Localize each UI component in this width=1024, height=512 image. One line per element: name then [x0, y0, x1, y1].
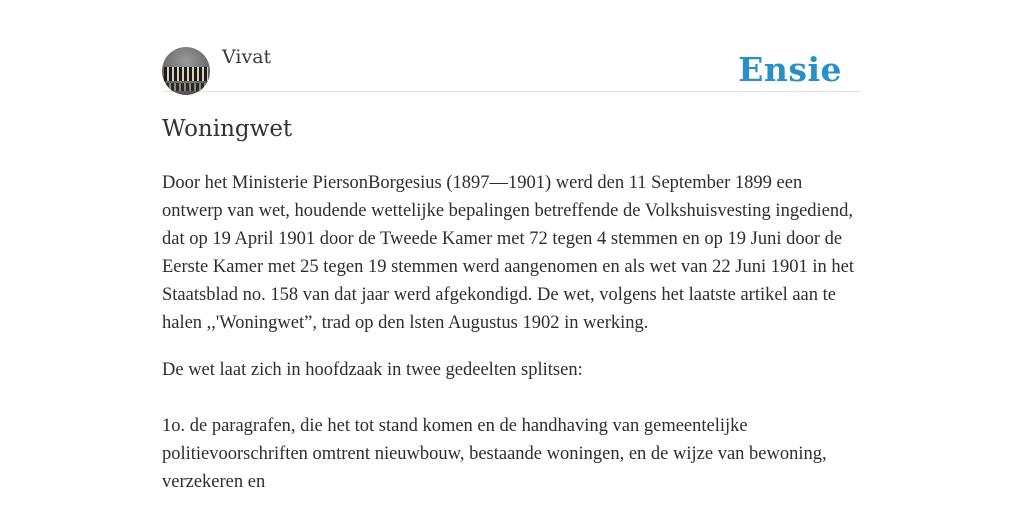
bookshelf-image [164, 67, 208, 81]
article-body [162, 169, 862, 496]
bookshelf-image-lower [166, 83, 206, 91]
header [162, 0, 862, 92]
site-name-link[interactable]: Vivat [222, 46, 272, 68]
page [162, 0, 862, 492]
article-paragraph: De wet laat zich in hoofdzaak in twee gedeelten splitsen: [162, 360, 583, 380]
brand-logo[interactable]: Ensie [738, 50, 842, 89]
page-title: Woningwet [162, 116, 293, 142]
article-paragraph: Door het Ministerie PiersonBorgesius (1897—1901) werd den 11 September 1899 een ontwerp van wet, houdende wettelijke bepalingen betreffende de Volkshuisvesting ingediend, dat op 19 April 1901 door de Tweede Kamer met 72 tegen 4 stemmen en op 19 Juni door de Eerste Kamer met 25 tegen 19 stemmen werd aangenomen en als wet van 22 Juni 1901 in het Staatsblad no. 158 van dat jaar werd afgekondigd. De wet, volgens het laatste artikel aan te halen ,,'Woningwet”, trad op den lsten Augustus 1902 in werking. [162, 173, 855, 333]
article-paragraph: 1o. de paragrafen, die het tot stand komen en de handhaving van gemeentelijke politievoorschriften omtrent nieuwbouw, bestaande woningen, en de wijze van bewoning, verzekeren en [162, 416, 827, 492]
avatar[interactable] [162, 47, 210, 95]
